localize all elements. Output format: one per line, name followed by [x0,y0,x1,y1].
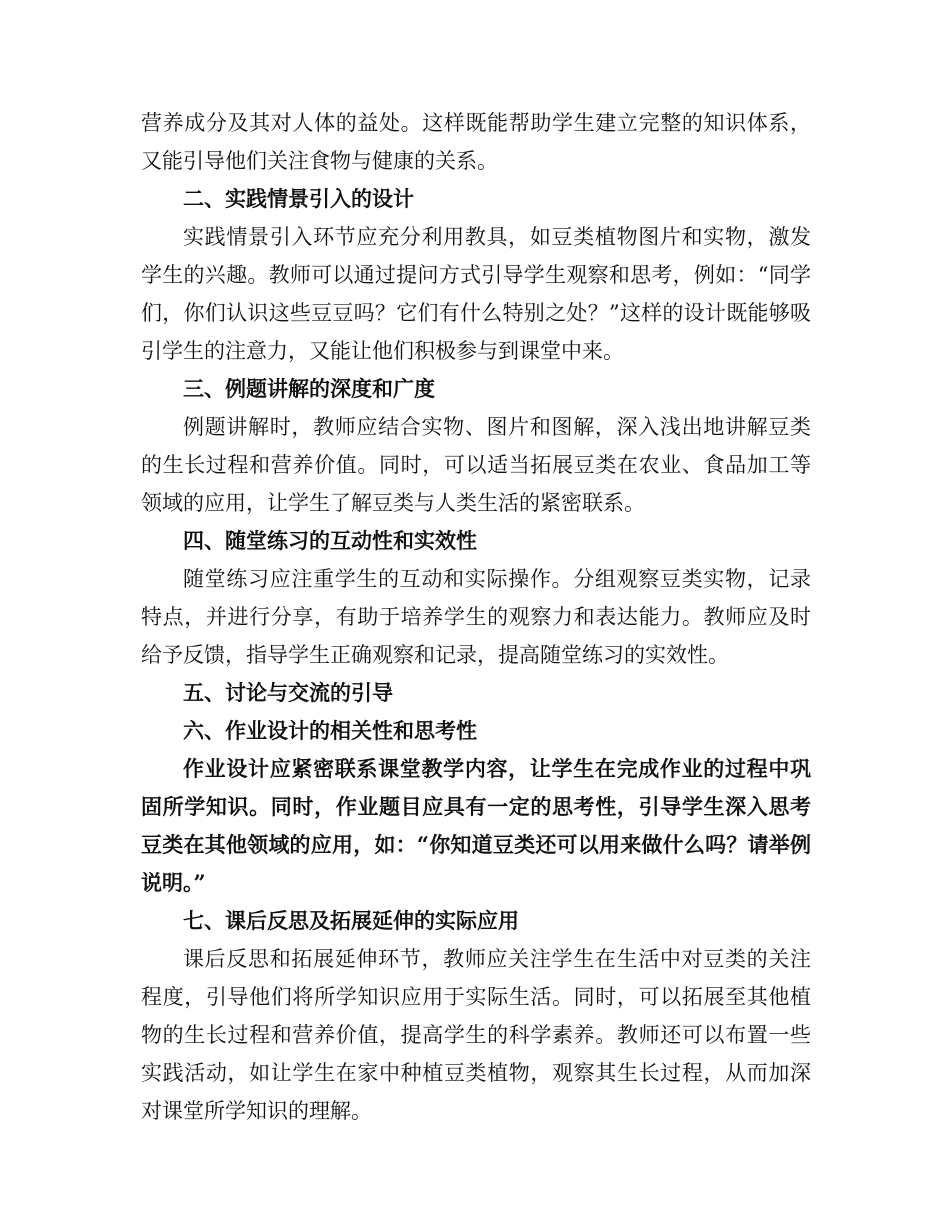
section-paragraph-2: 实践情景引入环节应充分利用教具，如豆类植物图片和实物，激发学生的兴趣。教师可以通过提问方式引导学生观察和思考，例如：“同学们，你们认识这些豆豆吗？它们有什么特别之处？”这样的设计既能够吸引学生的注意力，又能让他们积极参与到课堂中来。 [141,225,811,363]
section-paragraph-4: 随堂练习应注重学生的互动和实际操作。分组观察豆类实物，记录特点，并进行分享，有助于培养学生的观察力和表达能力。教师应及时给予反馈，指导学生正确观察和记录，提高随堂练习的实效性。 [141,567,811,667]
section-heading-4: 四、随堂练习的互动性和实效性 [183,528,477,553]
intro-paragraph: 营养成分及其对人体的益处。这样既能帮助学生建立完整的知识体系，又能引导他们关注食物与健康的关系。 [141,111,811,173]
section-heading-6: 六、作业设计的相关性和思考性 [183,718,477,743]
section-heading-7: 七、课后反思及拓展延伸的实际应用 [183,908,519,933]
section-paragraph-3: 例题讲解时，教师应结合实物、图片和图解，深入浅出地讲解豆类的生长过程和营养价值。同时，可以适当拓展豆类在农业、食品加工等领域的应用，让学生了解豆类与人类生活的紧密联系。 [141,415,811,515]
section-heading-5: 五、讨论与交流的引导 [183,680,393,705]
section-heading-3: 三、例题讲解的深度和广度 [183,376,435,401]
section-paragraph-6: 作业设计应紧密联系课堂教学内容，让学生在完成作业的过程中巩固所学知识。同时，作业题目应具有一定的思考性，引导学生深入思考豆类在其他领域的应用，如：“你知道豆类还可以用来做什么吗？请举例说明。” [141,756,811,895]
section-paragraph-7: 课后反思和拓展延伸环节，教师应关注学生在生活中对豆类的关注程度，引导他们将所学知识应用于实际生活。同时，可以拓展至其他植物的生长过程和营养价值，提高学生的科学素养。教师还可以布置一些实践活动，如让学生在家中种植豆类植物，观察其生长过程，从而加深对课堂所学知识的理解。 [141,947,811,1123]
document-body [141,104,811,1130]
section-heading-2: 二、实践情景引入的设计 [183,186,414,211]
